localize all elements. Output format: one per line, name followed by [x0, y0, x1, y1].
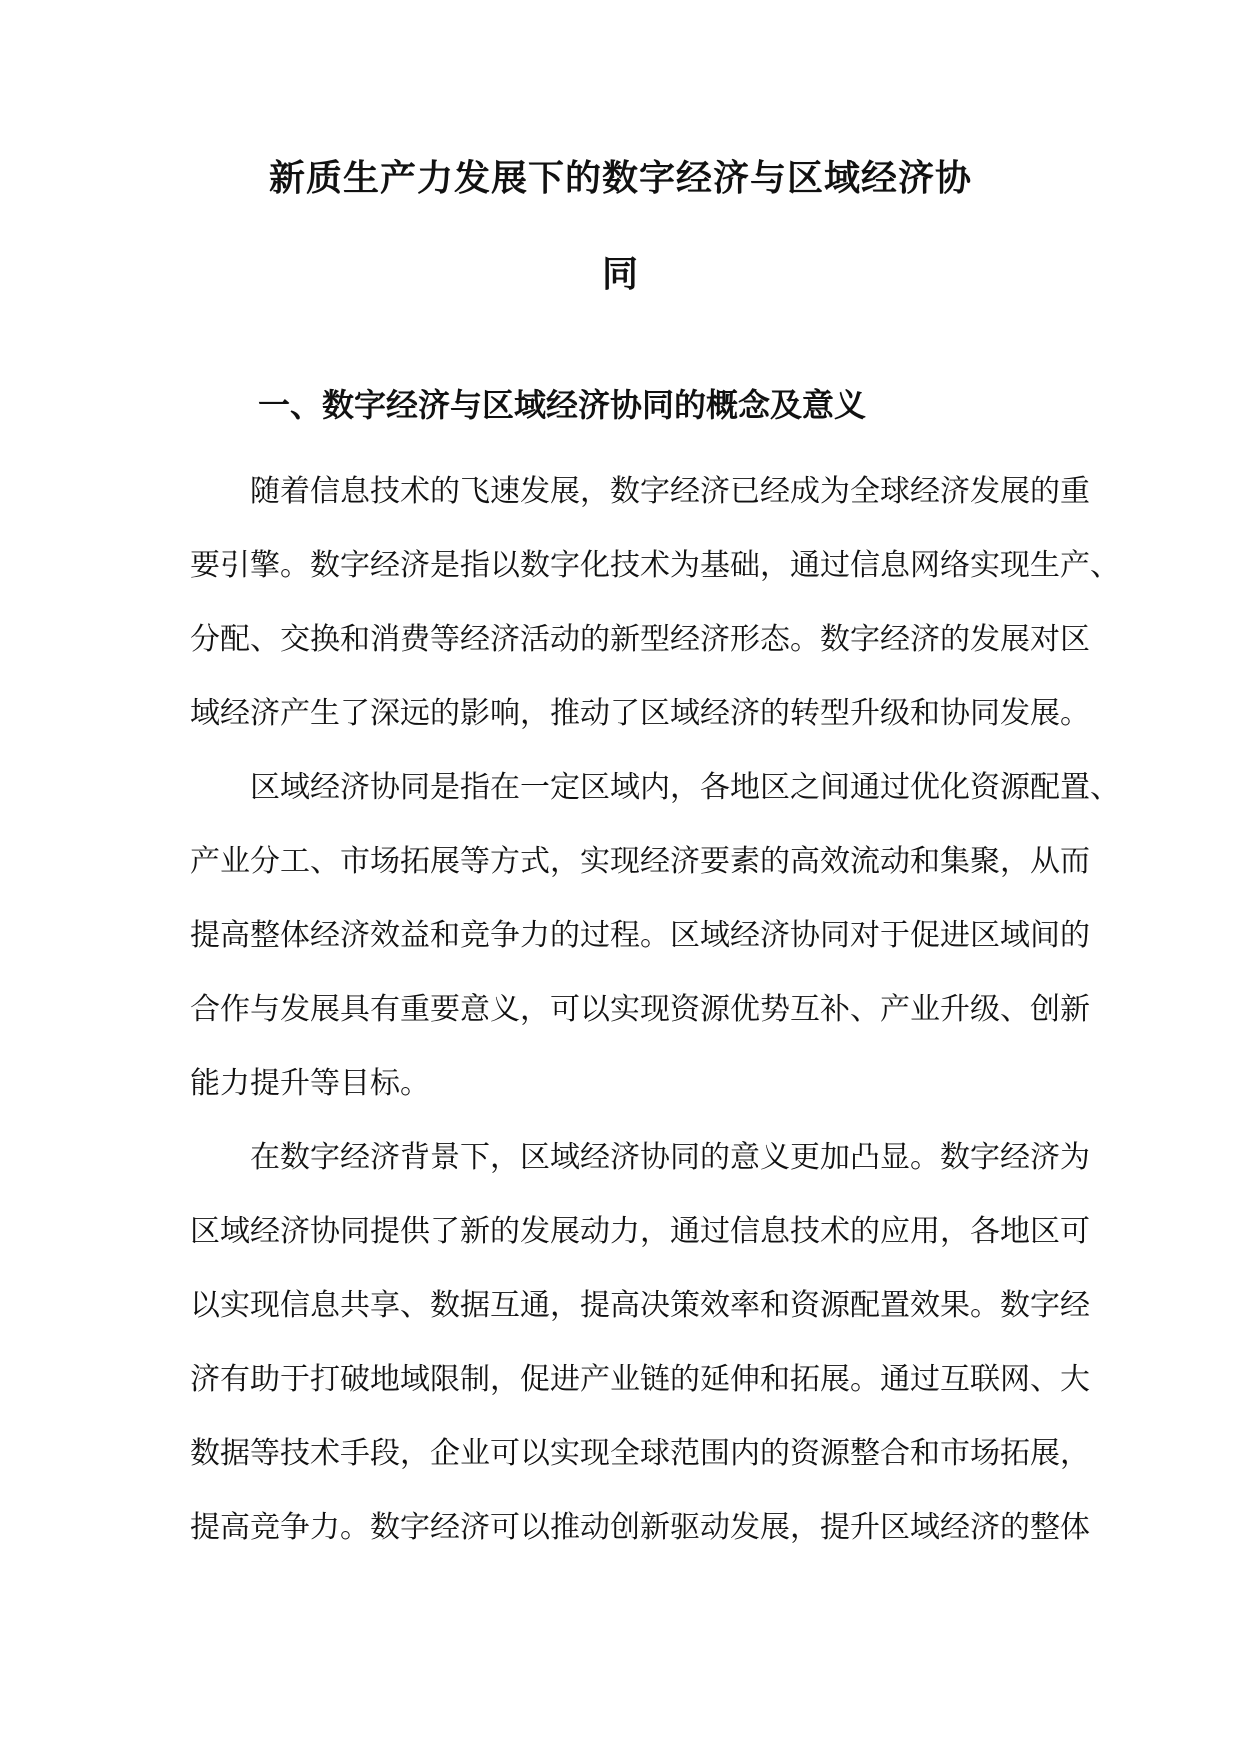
section-heading: 一、数字经济与区域经济协同的概念及意义 — [258, 386, 867, 424]
paragraph-line: 数据等技术手段，企业可以实现全球范围内的资源整合和市场拓展， — [190, 1436, 1090, 1471]
paragraph-line: 以实现信息共享、数据互通，提高决策效率和资源配置效果。数字经 — [190, 1288, 1090, 1323]
paragraph-line: 要引擎。数字经济是指以数字化技术为基础，通过信息网络实现生产、 — [190, 548, 1120, 583]
paragraph-line: 随着信息技术的飞速发展，数字经济已经成为全球经济发展的重 — [250, 474, 1090, 509]
paragraph-line: 济有助于打破地域限制，促进产业链的延伸和拓展。通过互联网、大 — [190, 1362, 1090, 1397]
paragraph-line: 分配、交换和消费等经济活动的新型经济形态。数字经济的发展对区 — [190, 622, 1090, 657]
paragraph-line: 能力提升等目标。 — [190, 1066, 430, 1101]
paragraph-line: 区域经济协同是指在一定区域内，各地区之间通过优化资源配置、 — [250, 770, 1120, 805]
paragraph-line: 合作与发展具有重要意义，可以实现资源优势互补、产业升级、创新 — [190, 992, 1090, 1027]
paragraph-line: 提高整体经济效益和竞争力的过程。区域经济协同对于促进区域间的 — [190, 918, 1090, 953]
document-title-line-1: 新质生产力发展下的数字经济与区域经济协 — [268, 157, 972, 199]
paragraph-line: 产业分工、市场拓展等方式，实现经济要素的高效流动和集聚，从而 — [190, 844, 1090, 879]
paragraph-line: 域经济产生了深远的影响，推动了区域经济的转型升级和协同发展。 — [190, 696, 1090, 731]
paragraph-line: 区域经济协同提供了新的发展动力，通过信息技术的应用，各地区可 — [190, 1214, 1090, 1249]
document-title-line-2: 同 — [601, 253, 639, 295]
paragraph-line: 在数字经济背景下，区域经济协同的意义更加凸显。数字经济为 — [250, 1140, 1090, 1175]
paragraph-line: 提高竞争力。数字经济可以推动创新驱动发展，提升区域经济的整体 — [190, 1510, 1090, 1545]
